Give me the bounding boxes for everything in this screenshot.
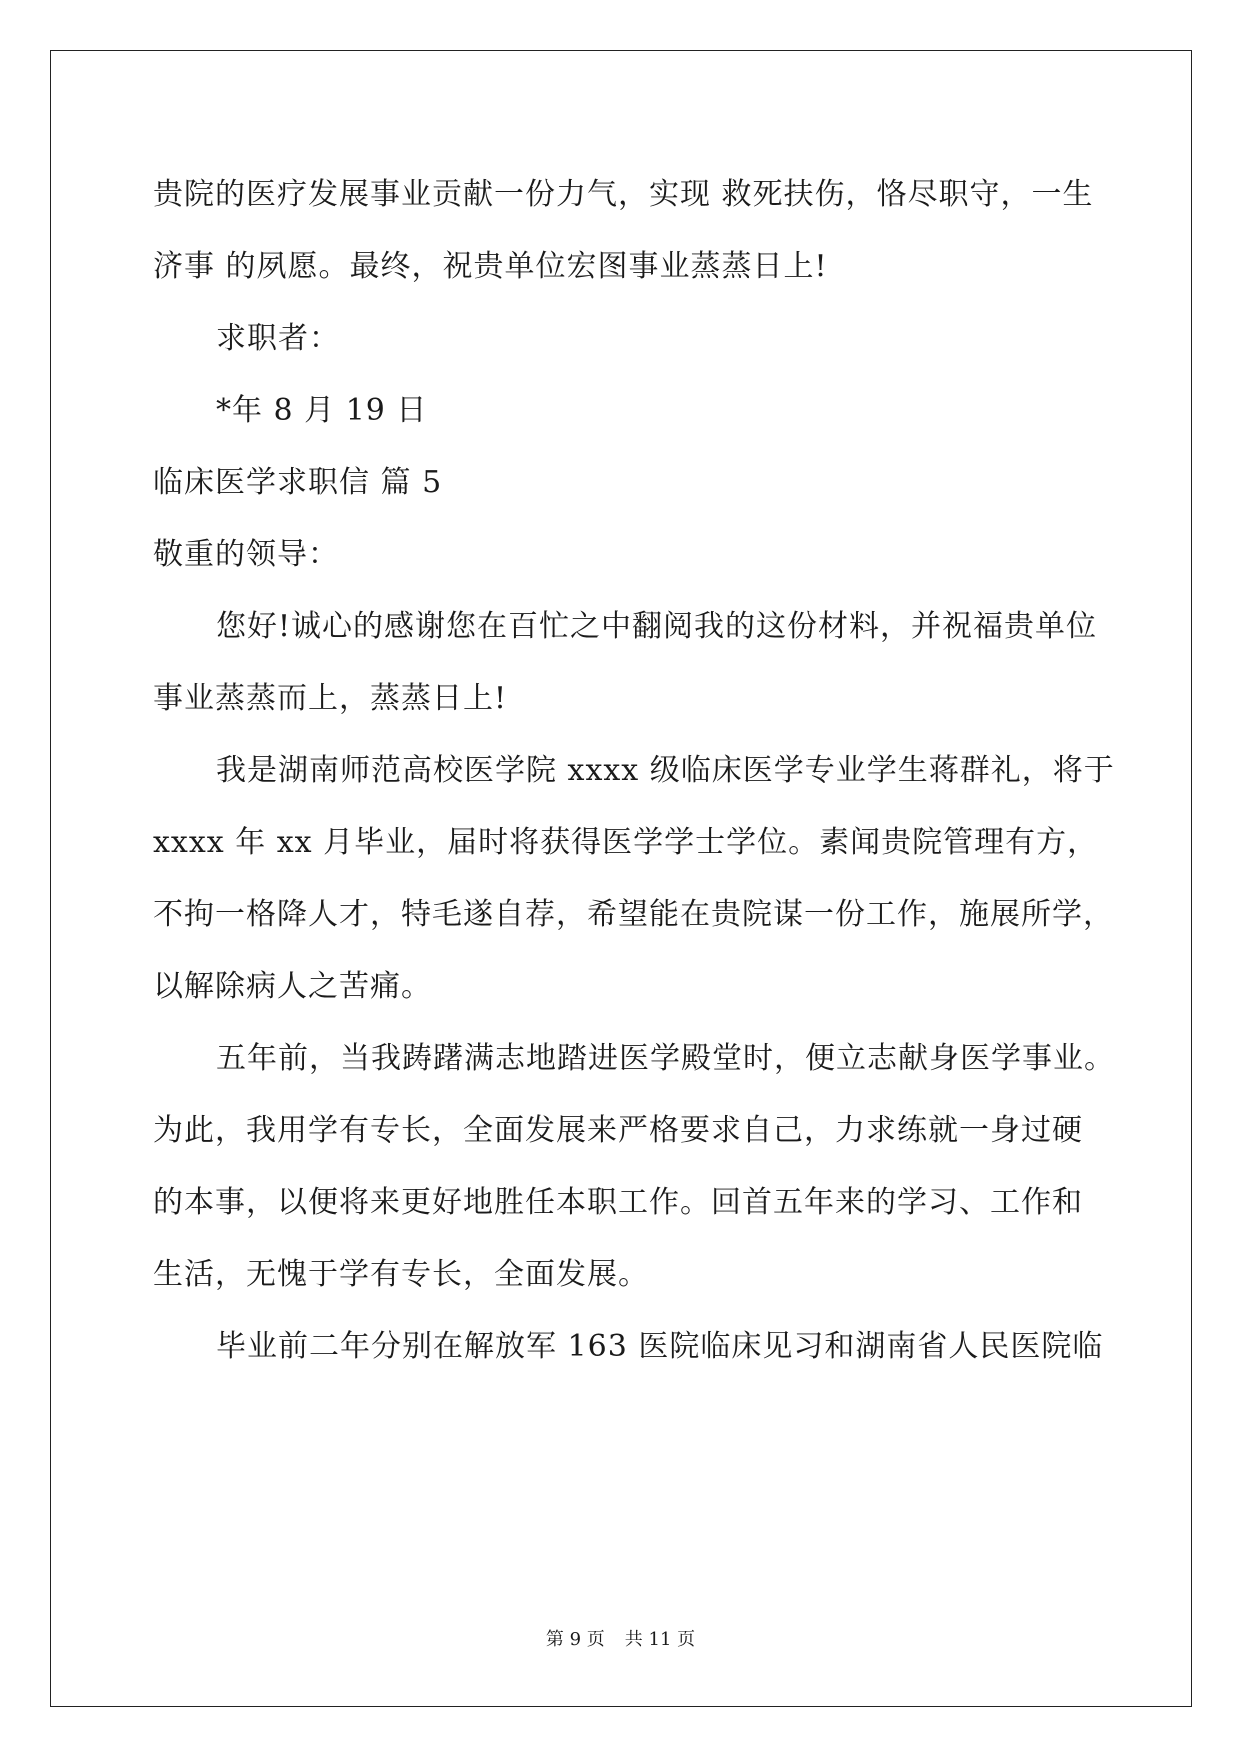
text-line: 您好!诚心的感谢您在百忙之中翻阅我的这份材料，并祝福贵单位: [216, 609, 1098, 644]
text-line: 我是湖南师范高校医学院 xxxx 级临床医学专业学生蒋群礼，将于: [216, 753, 1115, 788]
text-line: 不拘一格降人才，特毛遂自荐，希望能在贵院谋一份工作，施展所学，: [153, 897, 1114, 932]
text-line: xxxx 年 xx 月毕业，届时将获得医学学士学位。素闻贵院管理有方，: [153, 825, 1099, 860]
text-line: 为此，我用学有专长，全面发展来严格要求自己，力求练就一身过硬: [153, 1113, 1083, 1148]
text-line: 生活，无愧于学有专长，全面发展。: [153, 1257, 649, 1292]
section-heading: 临床医学求职信 篇 5: [153, 465, 443, 500]
document-body: [153, 165, 1115, 1389]
text-line: 以解除病人之苦痛。: [153, 969, 432, 1004]
page-footer: [0, 1628, 1241, 1652]
page-total: 共 11 页: [624, 1629, 696, 1650]
date-line: *年 8 月 19 日: [216, 393, 428, 428]
text-line: 五年前，当我踌躇满志地踏进医学殿堂时，便立志献身医学事业。: [216, 1041, 1115, 1076]
salutation: 敬重的领导：: [153, 537, 339, 572]
text-line: 事业蒸蒸而上，蒸蒸日上!: [153, 681, 508, 716]
text-line: 济事 的夙愿。最终，祝贵单位宏图事业蒸蒸日上!: [153, 249, 828, 284]
page-number: 第 9 页: [545, 1629, 605, 1650]
text-line: 的本事，以便将来更好地胜任本职工作。回首五年来的学习、工作和: [153, 1185, 1083, 1220]
text-line: 毕业前二年分别在解放军 163 医院临床见习和湖南省人民医院临: [216, 1329, 1104, 1364]
signature-label: 求职者：: [216, 321, 340, 356]
text-line: 贵院的医疗发展事业贡献一份力气，实现 救死扶伤，恪尽职守，一生: [153, 177, 1094, 212]
